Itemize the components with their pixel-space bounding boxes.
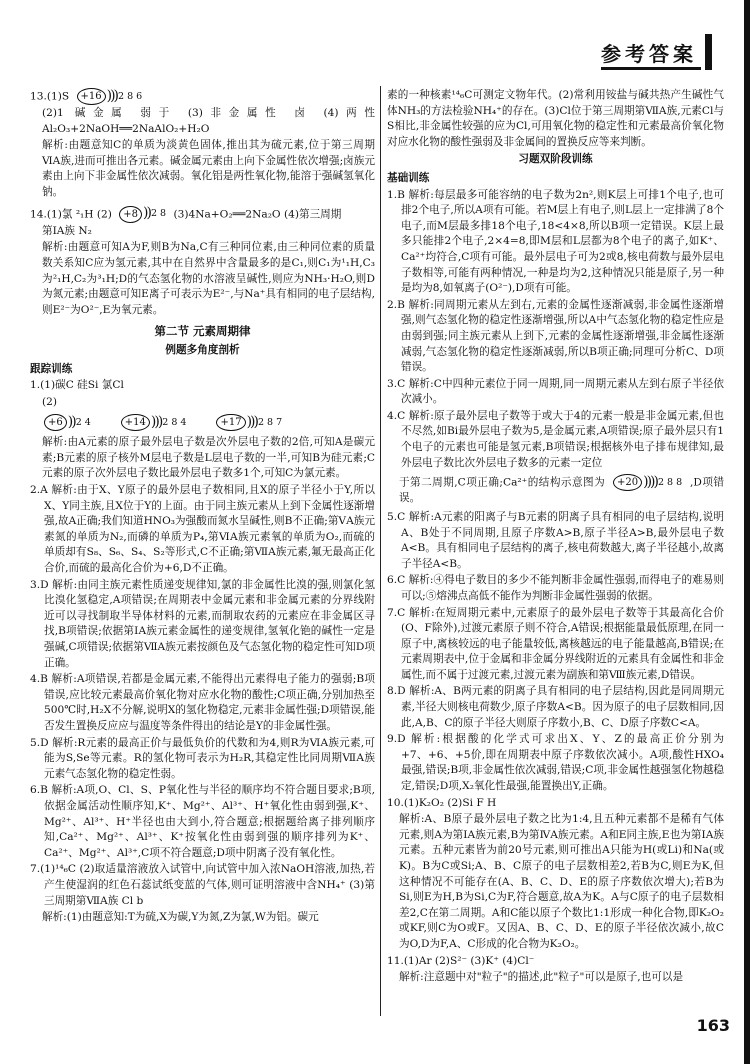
basic-6: 6.C 解析:④得电子数目的多少不能判断非金属性强弱,而得电子的难易则可以;⑤熔沸点高低不能作为判断非金属性强弱的依据。 <box>387 574 724 602</box>
nucleus-charge: +20 <box>613 474 642 491</box>
basic-training-heading: 基础训练 <box>387 171 430 184</box>
shell-arcs-icon: ))) <box>150 413 162 430</box>
nucleus-charge: +17 <box>216 414 245 431</box>
nucleus-charge: +16 <box>77 88 106 105</box>
follow-4: 4.B 解析:A项错误,若都是金属元素,不能得出元素得电子能力的强弱;B项错误,应比较元素最高价氧化物对应水化物的酸性;C项正确,分别加热至500℃时,H₂X不分解,说明X的氢化物稳定,元素非金属性强;D项错误,能否发生置换反应应与温度等条件得出的结论是Y的非金属性强。 <box>30 673 375 732</box>
header-bar <box>705 34 712 70</box>
basic-7: 7.C 解析:在短周期元素中,元素原子的最外层电子数等于其最高化合价(O、F除外),过渡元素原子则不符合,A错误;根据能量最低原理,在同一原子中,离核较远的电子能量较低,离核越远的电子能量越高,B错误;在元素周期表中,位于金属和非金属分界线附近的元素具有金属性和非金属性,而不属于过渡元素,过渡元素为副族和第Ⅷ族元素,D错误。 <box>387 606 724 681</box>
basic-4-text-end: ,D项错误。 <box>399 476 724 505</box>
follow-training-heading: 跟踪训练 <box>30 362 73 375</box>
shell-arcs-icon: )) <box>67 413 75 430</box>
silicon-atom-diagram <box>121 414 187 431</box>
chlorine-atom-diagram <box>216 414 282 431</box>
exercise-title: 习题双阶段训练 <box>518 153 593 166</box>
basic-1: 1.B 解析:每层最多可能容纳的电子数为2n²,则K层上可排1个电子,也可排2个电子,所以A项有可能。若M层上有电子,则L层上一定排满了8个电子,而M层最多排18个电子,18<4×8,所以B项一定错误。K层上最多只能排2个电子,2×4=8,即M层和L层都为8个电子的离子,如K⁺、Ca²⁺均符合,C项有可能。最外层电子可为2或8,核电荷数与最外层电子数相等,可能有两种情况,一种是均为2,这种情况只能是原子,另一种是均为8,如氧离子(O²⁻),D项有可能。 <box>387 188 724 295</box>
answer-14-label: 14.(1)氯 ²₁H (2) <box>30 208 112 221</box>
basic-11: 11.(1)Ar (2)S²⁻ (3)K⁺ (4)Cl⁻ <box>387 954 535 967</box>
follow-6: 6.B 解析:A项,O、Cl、S、P氧化性与半径的顺序均不符合题目要求;B项,依据金属活动性顺序知,K⁺、Mg²⁺、Al³⁺、H⁺氧化性由弱到强,K⁺、Mg²⁺、Al³⁺、H⁺半径也由大到小,符合题意;根据题给离子排列顺序知,Ca²⁺、Mg²⁺、Al³⁺、K⁺按氧化性由弱到强的顺序排列为K⁺、Ca²⁺、Mg²⁺、Al³⁺,C项不符合题意;D项中阴离子没有氧化性。 <box>30 784 375 859</box>
answer-14-explanation: 解析:由题意可知A为F,则B为Na,C有三种同位素,由三种同位素的质量数关系知C应为氢元素,其中在自然界中含量最多的是C₁,则C₁为¹₁H,C₃为²₁H,C₂为³₁H;D的气态氢化物的水溶液呈碱性,则应为NH₃·H₂O,则D为氮元素;由题意可知E离子可表示为E²⁻,与Na⁺具有相同的电子层结构,则E²⁻为O²⁻,E为氧元素。 <box>42 241 375 316</box>
carbon-atom-diagram <box>44 414 91 431</box>
basic-8: 8.D 解析:A、B两元素的阴离子具有相同的电子层结构,因此是同周期元素,半径大则核电荷数少,原子序数A<B。因为原子的电子层数相同,因此,A,B、C的原子半径大则原子序数小,B、C、D原子序数C<A。 <box>387 685 724 729</box>
section-title: 第二节 元素周期律 <box>154 324 251 339</box>
basic-3: 3.C 解析:C中四种元素位于同一周期,同一周期元素从左到右原子半径依次减小。 <box>387 377 724 406</box>
right-column <box>387 88 724 987</box>
follow-5: 5.D 解析:R元素的最高正价与最低负价的代数和为4,则R为ⅥA族元素,可能为S,Se等元素。R的氢化物可表示为H₂R,其稳定性比同周期ⅦA族元素气态氢化物的稳定性弱。 <box>30 736 375 780</box>
atom-diagram-row <box>30 414 375 431</box>
basic-9: 9.D 解析:根据酸的化学式可求出X、Y、Z的最高正价分别为+7、+6、+5价,即在周期表中原子序数依次减小。A项,酸性HXO₄最强,错误;B项,非金属性依次减弱,错误;C项,非金属性越强氢化物越稳定,错误;D项,X₂氧化性最强,能置换出Y,正确。 <box>387 733 724 793</box>
page-header <box>601 34 712 70</box>
follow-7-explanation: 解析:(1)由题意知:T为硫,X为碳,Y为氮,Z为氯,W为铝。碳元 <box>42 911 319 924</box>
shell-electrons: 2 8 <box>150 208 167 220</box>
answer-13-explanation: 解析:由题意知C的单质为淡黄色固体,推出其为硫元素,位于第三周期ⅥA族,进而可推出各元素。碱金属元素由上向下金属性依次增强;卤族元素由上向下非金属性依次减弱。氧化铝是两性氧化物,能溶于强碱氢氧化钠。 <box>42 139 375 199</box>
answer-13 <box>30 88 375 105</box>
answer-14 <box>30 206 375 223</box>
follow-1-explanation: 解析:由A元素的原子最外层电子数是次外层电子数的2倍,可知A是碳元素;B元素的原子核外M层电子数是L层电子数的一半,可知B为硅元素;C元素的原子次外层电子数比最外层电子数多1个,可知C为氯元素。 <box>42 436 375 480</box>
nucleus-charge: +6 <box>44 414 67 431</box>
page-edge-tab <box>744 0 750 1064</box>
answer-14-part3: (3)4Na+O₂══2Na₂O (4)第三周期 <box>173 208 342 221</box>
shell-arcs-icon: ))) <box>246 413 257 430</box>
left-column <box>30 88 375 927</box>
nucleus-charge: +14 <box>121 414 150 431</box>
oxygen-ion-diagram <box>119 206 166 223</box>
calcium-ion-diagram <box>613 474 682 491</box>
follow-7-continued: 素的一种核素¹⁴₆C可测定文物年代。(2)常利用铵盐与碱共热产生碱性气体NH₃的方法检验NH₄⁺的存在。(3)Cl位于第三周期第ⅦA族,元素Cl与S相比,非金属性较强的应为Cl,可用氧化物的稳定性和元素最高价氧化物对应水化物的酸性强弱及非金属间的置换反应等来判断。 <box>387 89 724 148</box>
basic-11-explanation: 解析:注意题中对"粒子"的描述,此"粒子"可以是原子,也可以是 <box>399 971 684 984</box>
shell-electrons: 2 8 6 <box>118 90 143 102</box>
shell-electrons: 2 8 7 <box>257 416 283 428</box>
basic-5: 5.C 解析:A元素的阳离子与B元素的阴离子具有相同的电子层结构,说明A、B处于不同周期,且原子序数A>B,原子半径A>B,最外层电子数A<B。具有相同电子层结构的离子,核电荷数越大,离子半径越小,故离子半径A<B。 <box>387 510 724 570</box>
page-number: 163 <box>696 1016 730 1036</box>
basic-10: 10.(1)K₂O₂ (2)Si F H <box>387 796 497 809</box>
subsection-title: 例题多角度剖析 <box>165 343 240 356</box>
follow-1-part2: (2) <box>42 395 58 408</box>
answer-13-part2: (2)1 碱金属 弱于 (3)非金属性 卤 (4)两性 Al₂O₃+2NaOH══2NaAlO₂+H₂O <box>42 107 375 135</box>
shell-arcs-icon: )) <box>143 205 150 222</box>
nucleus-charge: +8 <box>119 206 142 223</box>
sulfur-atom-diagram <box>77 88 143 105</box>
shell-arcs-icon: )))) <box>643 473 657 490</box>
follow-7: 7.(1)¹⁴₆C (2)取适量溶液放入试管中,向试管中加入浓NaOH溶液,加热,若产生使湿润的红色石蕊试纸变蓝的气体,则可证明溶液中含NH₄⁺ (3)第三周期第ⅦA族 Cl b <box>30 863 375 907</box>
shell-arcs-icon: ))) <box>106 87 117 104</box>
answer-13-label: 13.(1)S <box>30 90 70 103</box>
shell-electrons: 2 8 4 <box>162 416 187 428</box>
basic-10-explanation: 解析:A、B原子最外层电子数之比为1:4,且五种元素都不是稀有气体元素,则A为第ⅠA族元素,B为第ⅣA族元素。A和E同主族,E也为第ⅠA族元素。五种元素皆为前20号元素,则可推出A只能为H(或Li)和Na(或K)。B为C或Si;A、B、C原子的电子层数相差2,若B为C,则E为K,但这种情况不可能存在(A、B、C、D、E的原子序数依次增大);若B为Si,则E为H,B为Si,C为F,符合题意,故A为K。A与C原子的电子层数相差2,C在第二周期。A和C能以原子个数比1:1形成一种化合物,即K₂O₂或KF,则C为O或F。又因A、B、C、D、E的原子半径依次减小,故C为O,D为F,A、C形成的化合物为K₂O₂。 <box>399 813 724 950</box>
basic-4: 4.C 解析:原子最外层电子数等于或大于4的元素一般是非金属元素,但也不尽然,如Bi最外层电子数为5,是金属元素,A项错误;原子最外层只有1个电子的元素也可能是氢元素,B项错误;根据核外电子排布规律知,最外层电子数比次外层电子数多的元素一定位 <box>387 409 724 469</box>
follow-2: 2.A 解析:由于X、Y原子的最外层电子数相同,且X的原子半径小于Y,所以X、Y同主族,且X位于Y的上面。由于同主族元素从上到下金属性逐渐增强,故A正确;我们知道HNO₃为强酸而氮水呈碱性,则B不正确;第ⅤA族元素氮的单质为N₂,而磷的单质为P₄,第ⅥA族元素氧的单质为O₂,而硫的单质却有S₈、S₆、S₄、S₂等形式,C不正确;第ⅦA族元素,氟无最高正化合价,而硫的最高化合价为+6,D不正确。 <box>30 484 375 575</box>
shell-electrons: 2 8 8 <box>657 476 683 488</box>
column-divider <box>380 86 381 1016</box>
basic-4-part2 <box>387 474 724 507</box>
answer-14-part4: 第ⅠA族 N₂ <box>42 224 92 237</box>
follow-3: 3.D 解析:由同主族元素性质递变规律知,氯的非金属性比溴的强,则氯化氢比溴化氢稳定,A项错误;在周期表中金属元素和非金属元素的分界线附近可以寻找制取半导体材料的元素,而制取农药的元素应在非金属区寻找,B项错误;依据第ⅠA族元素金属性的递变规律,氢氧化铯的碱性一定是强碱,C项错误;依据第ⅦA族元素按颜色及气态氢化物的稳定性可知D项正确。 <box>30 578 375 669</box>
basic-2: 2.B 解析:同周期元素从左到右,元素的金属性逐渐减弱,非金属性逐渐增强,则气态氢化物的稳定性逐渐增强,所以A中气态氢化物的稳定性应是由弱到强;同主族元素从上到下,元素的金属性逐渐增强,非金属性逐渐减弱,气态氢化物的稳定性逐渐减弱,所以B项正确;同理可分析C、D项错误。 <box>387 298 724 374</box>
follow-1: 1.(1)碳C 硅Si 氯Cl <box>30 379 124 392</box>
header-title: 参考答案 <box>601 47 701 70</box>
basic-4-text: 于第二周期,C项正确;Ca²⁺的结构示意图为 <box>399 476 606 489</box>
shell-electrons: 2 4 <box>75 416 91 428</box>
